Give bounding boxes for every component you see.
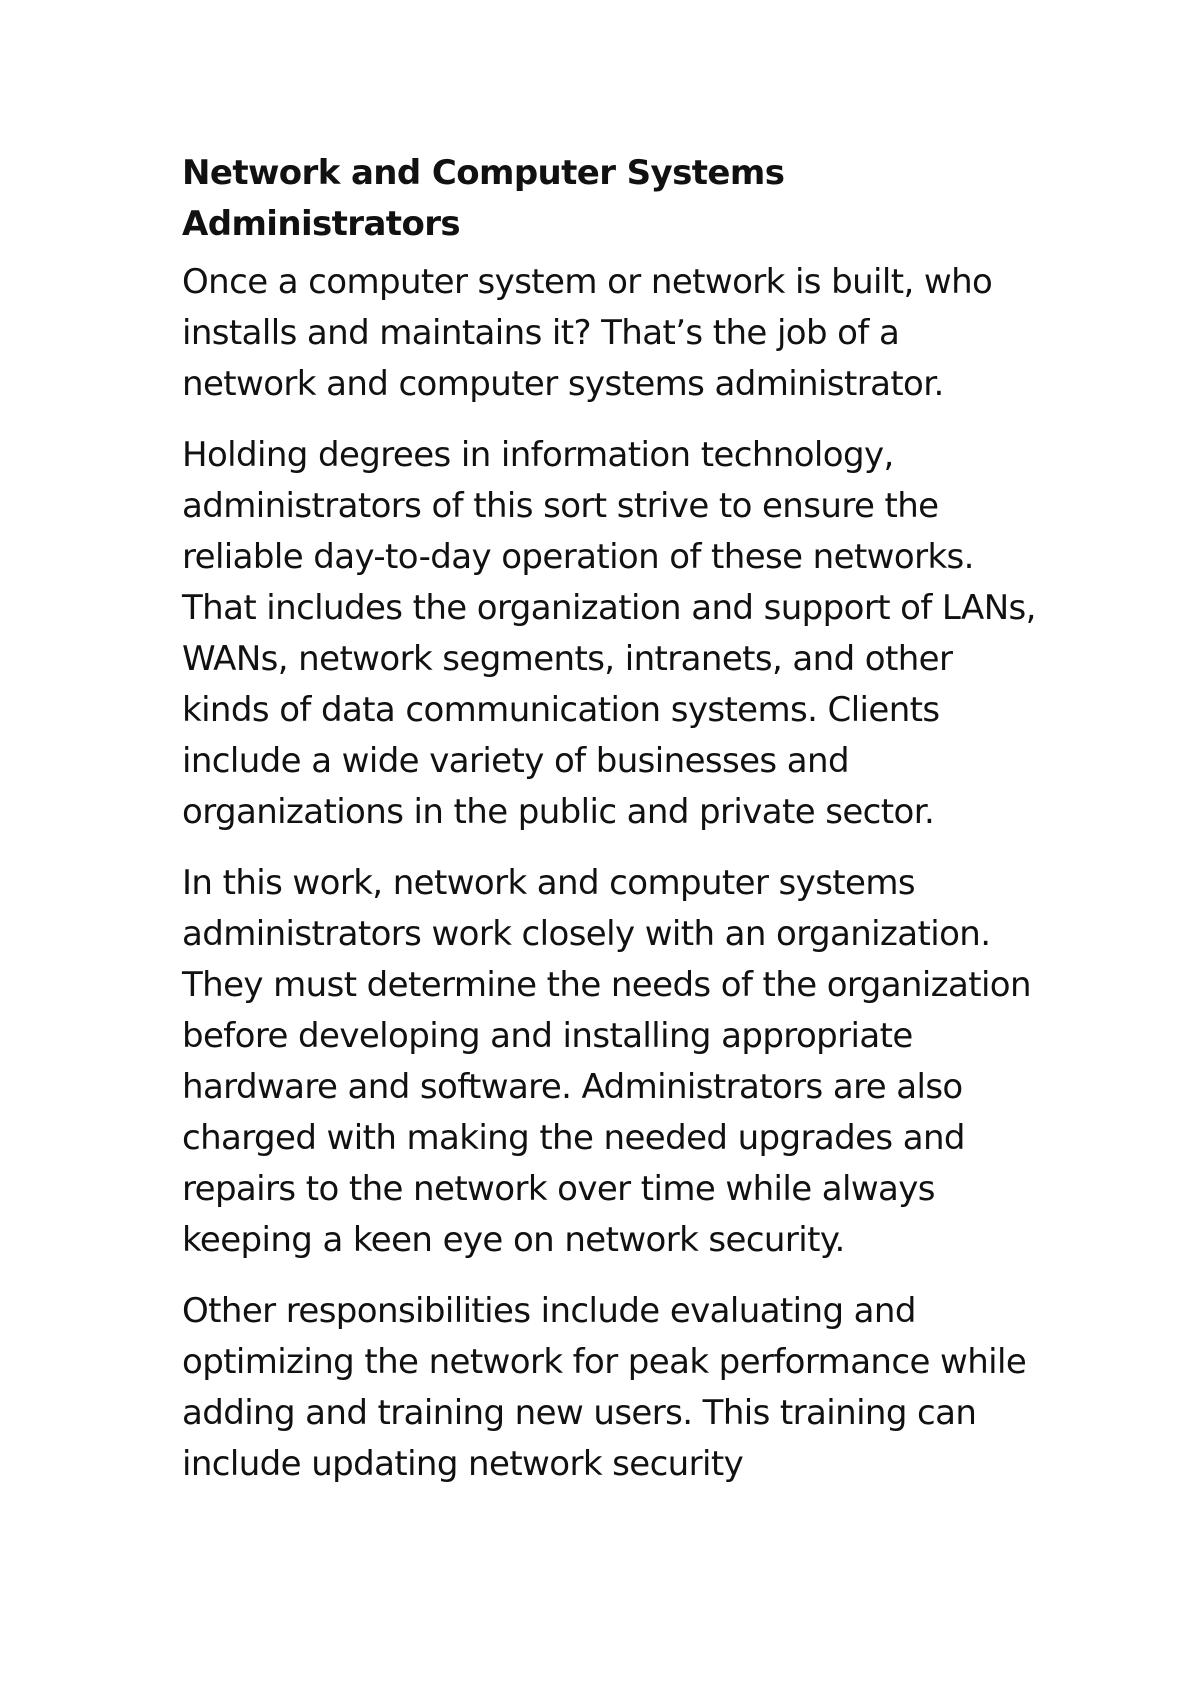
document-title: Network and Computer Systems Administrators bbox=[182, 153, 785, 244]
paragraph-1: Once a computer system or network is built, who installs and maintains it? That’s the job of a network and computer systems administrator. bbox=[182, 262, 993, 404]
paragraph-2: Holding degrees in information technology, administrators of this sort strive to ensure the reliable day-to-day operation of these networks. That includes the organization and support of LANs, WANs, network segments, intranets, and other kinds of data communication systems. Clients include a wide variety of businesses and organizations in the public and private sector. bbox=[182, 435, 1036, 832]
paragraph-3: In this work, network and computer systems administrators work closely with an organization. They must determine the needs of the organization before developing and installing appropriate hardware and software. Administrators are also charged with making the needed upgrades and repairs to the network over time while always keeping a keen eye on network security. bbox=[182, 863, 1031, 1260]
paragraph-4: Other responsibilities include evaluating and optimizing the network for peak performance while adding and training new users. This training can include updating network security bbox=[182, 1291, 1027, 1484]
document-content bbox=[182, 148, 1042, 1490]
